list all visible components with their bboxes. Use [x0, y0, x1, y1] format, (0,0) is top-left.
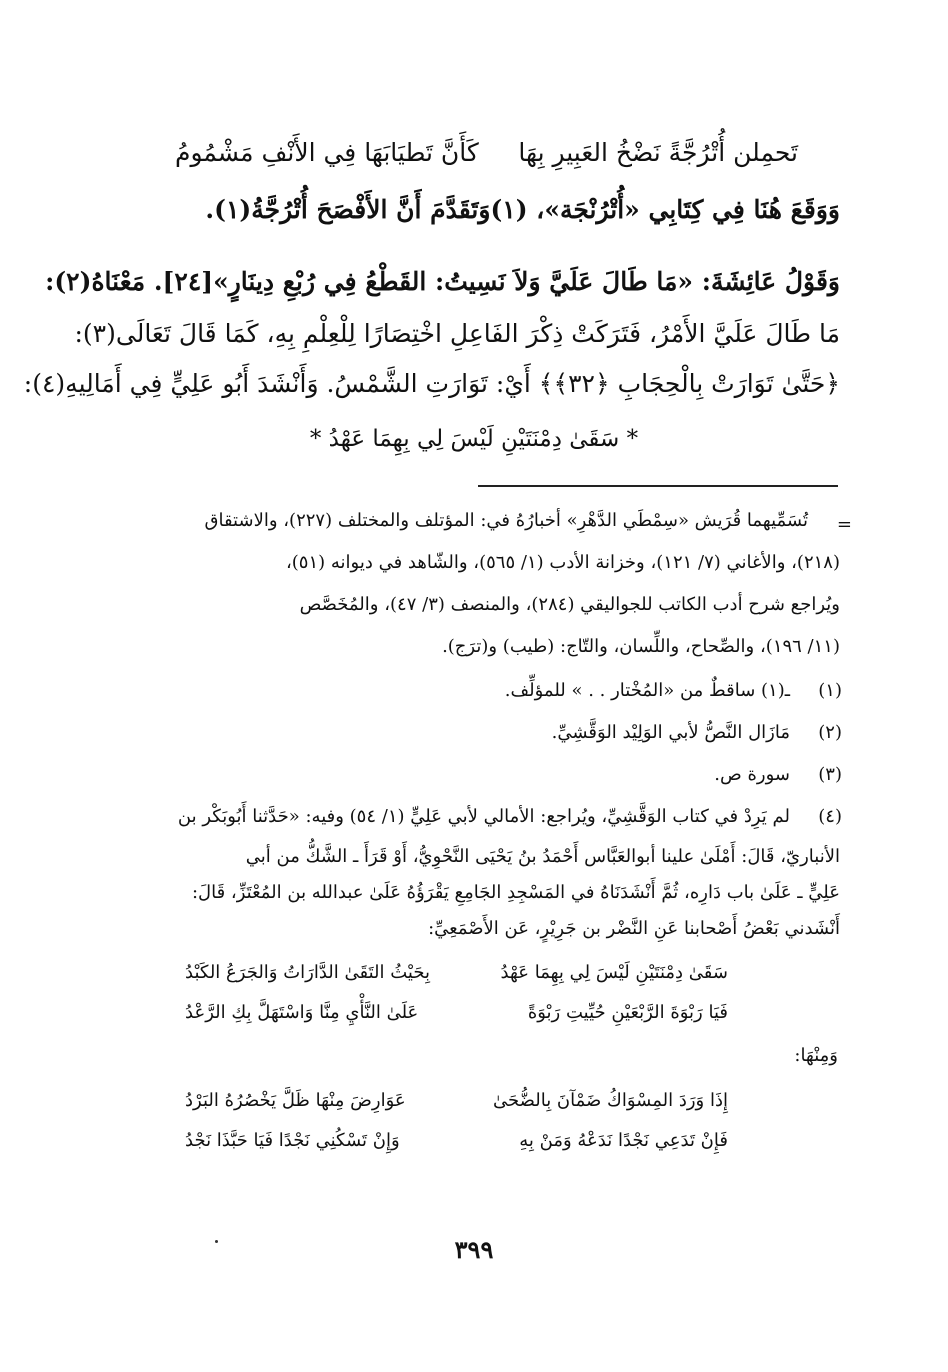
footnote-number: (٢)	[818, 722, 842, 743]
footnote-cont-line: ويُراجع شرح أدب الكاتب للجواليقي (٢٨٤)، والمنصف (٣/ ٤٧)، والمُخَصَّص	[299, 594, 840, 615]
poem-hemistich: وَإِنْ تَسْكُنِي نَجْدًا فَيَا حَبَّذَا نَجْدُ	[185, 1130, 400, 1151]
quoted-verse: * سَقَىٰ دِمْنَتَيْنِ لَيْسَ لِي بِهِمَا عَهْدُ *	[309, 426, 639, 452]
footnote-separator	[478, 485, 838, 487]
poem-hemistich: إِذَا وَرَدَ المِسْوَاكُ ضَمْآنَ بِالضُّحَىٰ	[493, 1090, 728, 1111]
footnote-cont-line: (١١/ ١٩٦)، والصِّحاح، واللِّسان، والتّاج: (طيب) و(ترَج).	[442, 636, 840, 657]
opening-verse	[175, 138, 798, 178]
main-text-line-3: وَقَوْلُ عَائِشَةَ: «مَا طَالَ عَلَيَّ وَلاَ نَسِيتُ: القَطْعُ فِي رُبْعِ دِينَارٍ»[٢٤]. مَعْنَاهُ(٢):	[45, 267, 840, 296]
poem-hemistich: بِحَيْثُ التَقَىٰ الدَّارَاتُ وَالجَرَعُ الكَبْدُ	[185, 962, 430, 983]
poem-hemistich: عَوَارِضَ مِنْهَا ظَلَّ يَخْصُرُهُ البَرْدُ	[185, 1090, 406, 1111]
footnote-text: مَازَال النَّصُّ لأبي الوَلِيْد الوَقَّشِيِّ.	[551, 722, 790, 743]
and-from-it-label: وَمِنْهَا:	[794, 1045, 838, 1066]
footnote-4-line: عَلِيٍّ ـ عَلَىٰ باب دَارِه، ثُمَّ أَنْشَدَنَاهُ في المَسْجِدِ الجَامِعِ يَقْرَؤُهُ عَلَىٰ عبدالله بن المُعْتَزِّ، قَالَ:	[191, 882, 840, 903]
scan-speck	[215, 1240, 218, 1243]
footnote-text: سورة ص.	[714, 764, 790, 785]
verse-hemistich-first: تَحمِلن أُتْرُجَّةً نَضْخُ العَبِيرِ بِهَا	[518, 138, 798, 167]
footnote-number: (٣)	[818, 764, 842, 785]
main-text-line-2: وَوَقَعَ هُنَا فِي كِتَابِي «أُتْرُنْجَة»، (١)وَتَقَدَّمَ أَنَّ الأَفْصَحَ أُتْرُجَّةُ(١).	[205, 195, 840, 224]
main-text-line-5: ﴿حَتَّىٰ تَوَارَتْ بِالْحِجَابِ ﴿٣٢﴾﴾ أَيْ: تَوَارَتِ الشَّمْسُ. وَأَنْشَدَ أَبُو عَلِيٍّ فِي أَمَالِيهِ(٤):	[23, 369, 840, 398]
footnote-4-line: أَنْشَدني بَعْضُ أَصْحابنا عَنِ النَّضْر بن جَرِيْرٍ، عَن الأَصْمَعِيِّ:	[428, 918, 840, 939]
footnote-text: ـ(١) ساقطٌ من «المُخْتار . . » للمؤلِّف.	[504, 680, 790, 701]
footnote-text: لم يَرِدْ في كتاب الوَقَّشِيِّ، ويُراجع: الأمالي لأبي عَلِيٍّ (١/ ٥٤) وفيه: «حَدَّثنا أَبُوبَكْر بن	[177, 806, 790, 827]
poem-hemistich: سَقَىٰ دِمْنَتَيْنِ لَيْسَ لِي بِهِمَا عَهْدُ	[500, 962, 728, 983]
footnote-number: (٤)	[818, 806, 842, 827]
footnote-continuation-mark: =	[836, 514, 852, 535]
footnote-cont-line: تُسَمِّيهما قُرَيش «سِمْطَي الدَّهْرِ» أخبارُهُ في: المؤتلف والمختلف (٢٢٧)، والاشتقاق	[204, 510, 808, 531]
footnote-number: (١)	[818, 680, 842, 701]
footnote-4-line: الأنباريّ، قَالَ: أَمْلَىٰ علينا أبوالعَبَّاس أَحْمَدُ بنُ يَحْيَى النَّحْوِيُّ، أَوْ قَرَأَ ـ الشَّكُّ من أبي	[245, 846, 840, 867]
main-text-line-4: مَا طَالَ عَلَيَّ الأَمْرُ، فَتَرَكَتْ ذِكْرَ الفَاعِلِ اخْتِصَارًا لِلْعِلْمِ بِهِ، كَمَا قَالَ تَعَالَى(٣):	[74, 319, 840, 348]
footnote-cont-line: (٢١٨)، والأغاني (٧/ ١٢١)، وخزانة الأدب (١/ ٥٦٥)، والشّاهد في ديوانه (٥١)،	[285, 552, 840, 573]
poem-hemistich: فَإِنْ تَدَعِي نَجْدًا نَدَعْهُ وَمَنْ بِهِ	[519, 1130, 728, 1151]
verse-hemistich-second: كَأَنَّ تَطيَابَهَا فِي الأَنْفِ مَشْمُومُ	[175, 138, 479, 167]
poem-hemistich: عَلَىٰ النَّأْيِ مِنَّا وَاسْتَهَلَّ بِكِ الرَّعْدُ	[185, 1002, 419, 1023]
page-number: ٣٩٩	[454, 1235, 494, 1264]
poem-hemistich: فَيَا رَبْوَةَ الرَّبْعَيْنِ حُيِّيتِ رَبْوَةً	[527, 1002, 728, 1023]
